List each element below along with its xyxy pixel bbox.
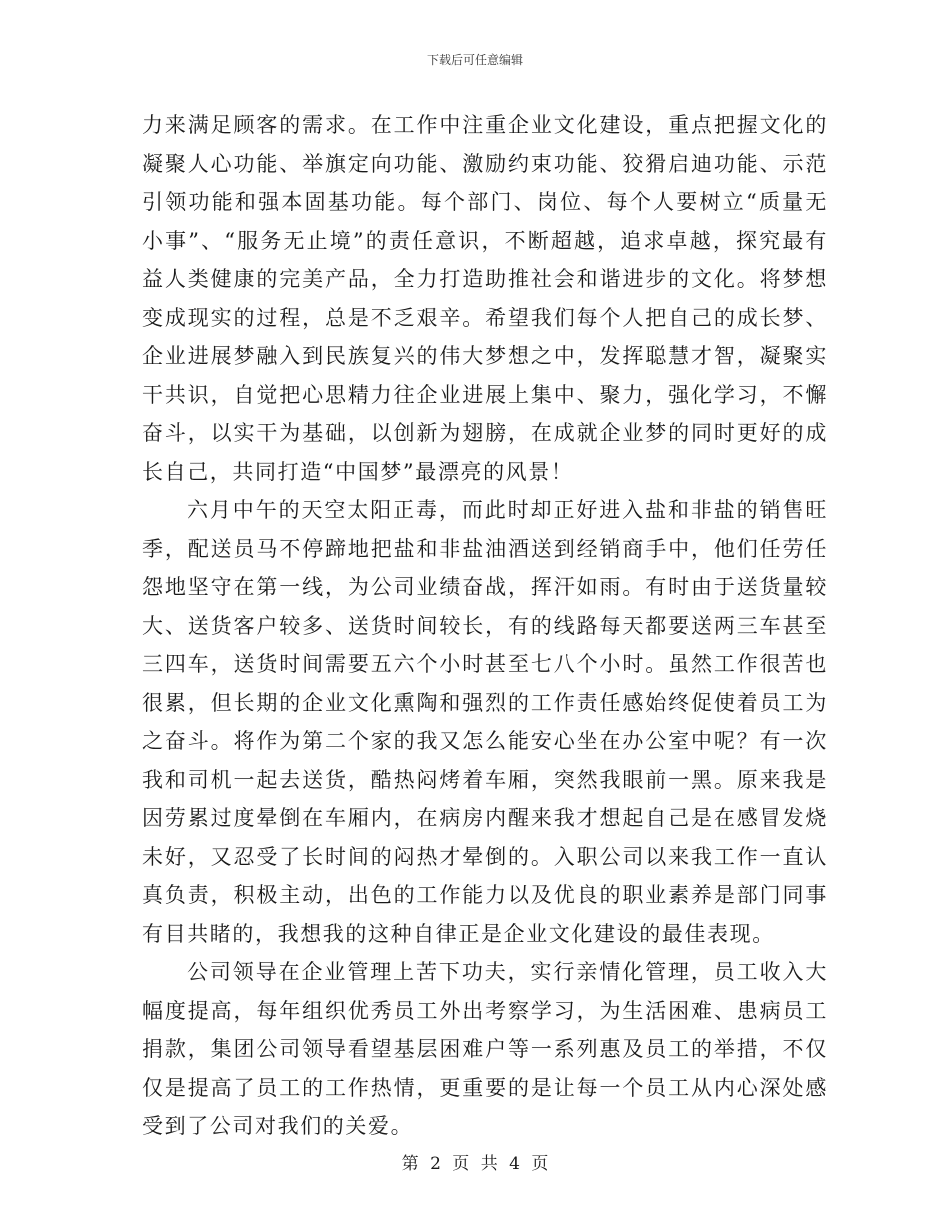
paragraph-2: 六月中午的天空太阳正毒，而此时却正好进入盐和非盐的销售旺季，配送员马不停蹄地把盐和非盐油酒送到经销商手中，他们任劳任怨地坚守在第一线，为公司业绩奋战，挥汗如雨。有时由于送货量较大、送货客户较多、送货时间较长，有的线路每天都要送两三车甚至三四车，送货时间需要五六个小时甚至七八个小时。虽然工作很苦也很累，但长期的企业文化熏陶和强烈的工作责任感始终促使着员工为之奋斗。将作为第二个家的我又怎么能安心坐在办公室中呢？有一次我和司机一起去送货，酷热闷烤着车厢，突然我眼前一黑。原来我是因劳累过度晕倒在车厢内，在病房内醒来我才想起自己是在感冒发烧未好，又忍受了长时间的闷热才晕倒的。入职公司以来我工作一直认真负责，积极主动，出色的工作能力以及优良的职业素养是部门同事有目共睹的，我想我的这种自律正是企业文化建设的最佳表现。 xyxy=(142,498,828,946)
page-number: 第 2 页 共 4 页 xyxy=(401,1154,549,1174)
document-body xyxy=(142,106,828,1146)
page-header: 下载后可任意编辑 xyxy=(426,53,523,67)
paragraph-3: 公司领导在企业管理上苦下功夫，实行亲情化管理，员工收入大幅度提高，每年组织优秀员工外出考察学习，为生活困难、患病员工捐款，集团公司领导看望基层困难户等一系列惠及员工的举措，不仅仅是提高了员工的工作热情，更重要的是让每一个员工从内心深处感受到了公司对我们的关爱。 xyxy=(142,960,828,1138)
paragraph-1: 力来满足顾客的需求。在工作中注重企业文化建设，重点把握文化的凝聚人心功能、举旗定向功能、激励约束功能、狡猾启迪功能、示范引领功能和强本固基功能。每个部门、岗位、每个人要树立“质量无小事”、“服务无止境”的责任意识，不断超越，追求卓越，探究最有益人类健康的完美产品，全力打造助推社会和谐进步的文化。将梦想变成现实的过程，总是不乏艰辛。希望我们每个人把自己的成长梦、企业进展梦融入到民族复兴的伟大梦想之中，发挥聪慧才智，凝聚实干共识，自觉把心思精力往企业进展上集中、聚力，强化学习，不懈奋斗，以实干为基础，以创新为翅膀，在成就企业梦的同时更好的成长自己，共同打造“中国梦”最漂亮的风景！ xyxy=(142,113,828,484)
